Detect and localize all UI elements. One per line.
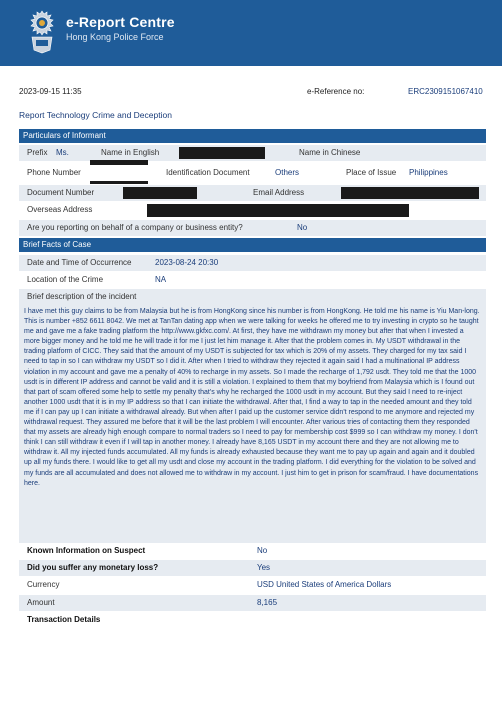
reference-value: ERC2309151067410 — [408, 87, 483, 96]
row-amount — [19, 595, 486, 611]
app-header — [0, 0, 502, 66]
place-of-issue-label: Place of Issue — [346, 168, 397, 177]
monetary-loss-value: Yes — [257, 563, 271, 572]
prefix-label: Prefix — [27, 148, 48, 157]
company-label: Are you reporting on behalf of a company or business entity? — [27, 223, 243, 232]
location-label: Location of the Crime — [27, 275, 104, 284]
row-phone-id — [19, 165, 486, 181]
known-suspect-label: Known Information on Suspect — [27, 546, 146, 555]
email-redaction — [341, 187, 479, 199]
company-value: No — [297, 223, 308, 232]
prefix-value: Ms. — [56, 148, 69, 157]
row-company — [19, 220, 486, 236]
monetary-loss-label: Did you suffer any monetary loss? — [27, 563, 159, 572]
report-date: 2023-09-15 11:35 — [19, 87, 82, 96]
id-doc-value: Others — [275, 168, 300, 177]
occurrence-value: 2023-08-24 20:30 — [155, 258, 219, 267]
overseas-address-label: Overseas Address — [27, 205, 93, 214]
currency-value: USD United States of America Dollars — [257, 580, 392, 589]
row-location — [19, 272, 486, 288]
id-doc-label: Identification Document — [166, 168, 250, 177]
row-prefix-name — [19, 145, 486, 161]
row-overseas-address — [19, 202, 486, 218]
document-number-redaction — [123, 187, 197, 199]
amount-value: 8,165 — [257, 598, 278, 607]
place-of-issue-value: Philippines — [409, 168, 448, 177]
location-value: NA — [155, 275, 167, 284]
police-emblem-icon — [27, 10, 57, 54]
row-known-suspect — [19, 543, 486, 559]
occurrence-label: Date and Time of Occurrence — [27, 258, 132, 267]
app-title: e-Report Centre — [66, 14, 175, 30]
name-zh-label: Name in Chinese — [299, 148, 361, 157]
app-subtitle: Hong Kong Police Force — [66, 32, 164, 42]
row-document-email — [19, 185, 486, 201]
overseas-address-redaction — [147, 204, 409, 217]
phone-label: Phone Number — [27, 168, 81, 177]
transaction-details-label: Transaction Details — [27, 615, 101, 624]
row-datetime — [19, 255, 486, 271]
reference-label: e-Reference no: — [307, 87, 365, 96]
name-en-redaction — [179, 147, 265, 159]
incident-description: I have met this guy claims to be from Malaysia but he is from HongKong since his number is from HongKong. He told me his name is Yiu Man-long. This is number +852 6611 8042. We met at TanTan dating app when we were talking for weeks he offered me to try investing in crypto so he taught me and gave me a fake trading platform the http://www.gkfxc.com/. At first, they have me withdrawn my money but after that when I invested a more bigger money and he told me he will trade it for me I just let him manage it. After that the problem comes in. My USDT withdrawal in the trading platform of CICC. They said that the amount of my USDT is subjected for tax which is 20% of my assets. They charged for my tax said I need to tap in so I can withdraw my USDT so I did it. After when I tried to withdraw they rejected it again said I had a multinational IP address violation in my account and gave me a penalty of 40% to recharge in my assets. So I made the recharge of 1,792 usdt. They told me that the 1000 usdt is in different IP address and cannot be valid and it is still a violation. I explained to them that my boyfriend from Malaysia which is I found out that part of scam offered some help to settle my penalty that's why he recharged the 1000 usdt in my account. But they said I need to re-inject another 1000 usdt that it is in my IP address so that I can initiate the withdrawal. After that, I find a way to tap in the needed amount and they told me if I can pay up I can initiate a withdrawal already. But when after I paid up the customer service didn't respond to me anymore and rejected my withdrawal request. They assured me before that it will be the last problem I will encounter. After various tries of contacting them they responded that my assets are already high enough compare to normal traders so I need to pay for membership cost $999 so I can withdraw my money. I don't think I can still withdraw it even if I will tap in another money. I already have 8,165 USDT in my account there and they are not allowing me to withdraw it. All my injected funds accumulated. All my funds is already exhausted because they want me to pay up again and again and it doubled up all my funds there. I would like to get all my usdt and close my account in the trading platform. I did everything for the violation to be solved and my funds are all accumulated and does not allowed me to withdraw in my account. I just him to get in prison for scam/fraud. I have documentations here. — [24, 308, 480, 487]
row-monetary-loss — [19, 560, 486, 576]
name-en-label: Name in English — [101, 148, 160, 157]
currency-label: Currency — [27, 580, 60, 589]
row-transaction-details — [19, 612, 486, 628]
report-title: Report Technology Crime and Deception — [19, 110, 172, 120]
row-currency — [19, 577, 486, 593]
known-suspect-value: No — [257, 546, 268, 555]
email-label: Email Address — [253, 188, 305, 197]
document-number-label: Document Number — [27, 188, 95, 197]
amount-label: Amount — [27, 598, 55, 607]
facts-section-header: Brief Facts of Case — [19, 238, 486, 252]
informant-section-header: Particulars of Informant — [19, 129, 486, 143]
description-label: Brief description of the incident — [27, 292, 137, 301]
